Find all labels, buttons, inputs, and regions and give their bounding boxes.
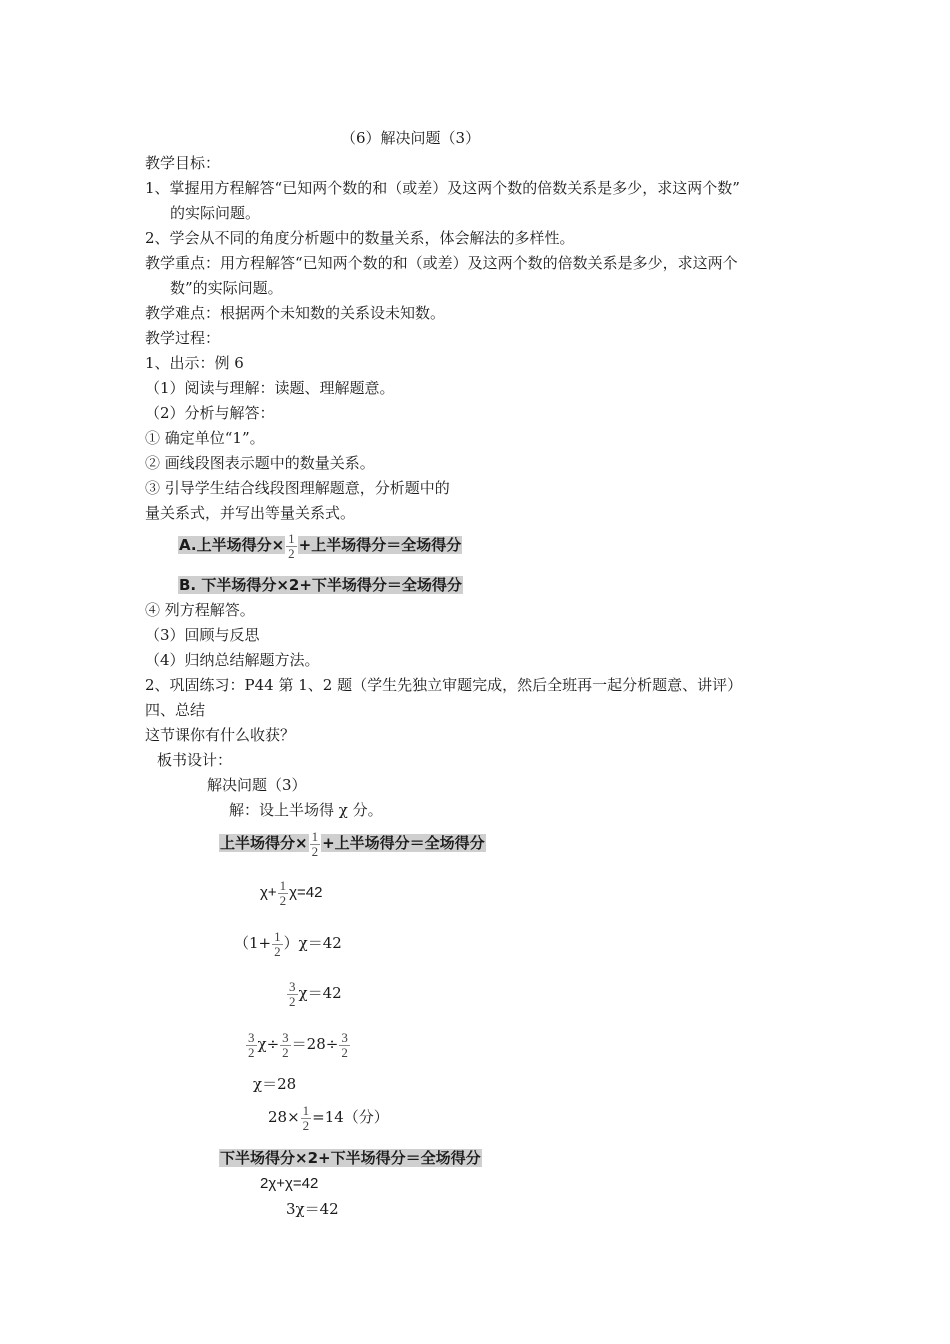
work-step-h: 3χ＝42 <box>286 1200 339 1218</box>
step-2: 2、巩固练习：P44 第 1、2 题（学生先独立审题完成，然后全班再一起分析题意、讲评） <box>145 676 743 694</box>
fraction-half: $\frac{1}{2}$ <box>274 928 281 959</box>
summary-heading: 四、总结 <box>145 701 206 719</box>
key-point: 教学重点：用方程解答“已知两个数的和（或差）及这两个数的倍数关系是多少，求这两个 <box>145 254 738 272</box>
sub-step-1: （1）阅读与理解：读题、理解题意。 <box>145 379 395 397</box>
summary-question: 这节课你有什么收获？ <box>145 726 296 744</box>
board-equation-2: 下半场得分×2+下半场得分＝全场得分 <box>220 1149 481 1167</box>
difficulty: 教学难点：根据两个未知数的关系设未知数。 <box>145 304 446 322</box>
fraction-three-halves: $\frac{3}{2}$ <box>289 978 296 1009</box>
page-title: （6）解决问题（3） <box>341 129 481 147</box>
circle-step-3: ③ 引导学生结合线段图理解题意，分析题中的 <box>145 479 450 497</box>
work-step-b: （1+ $\frac{1}{2}$ ）χ＝42 <box>234 928 342 959</box>
fraction-three-halves: $\frac{3}{2}$ <box>282 1029 289 1060</box>
sub-step-4: （4）归纳总结解题方法。 <box>145 651 320 669</box>
equation-b: B. 下半场得分×2+下半场得分＝全场得分 <box>179 576 462 594</box>
work-step-e: χ＝28 <box>253 1075 297 1093</box>
work-step-d: $\frac{3}{2}$ χ÷ $\frac{3}{2}$ ＝28÷ $\frac{3}{2}$ <box>248 1029 348 1060</box>
sub-step-2: （2）分析与解答： <box>145 404 275 422</box>
circle-step-4: ④ 列方程解答。 <box>145 601 255 619</box>
circle-step-3-cont: 量关系式，并写出等量关系式。 <box>145 504 356 522</box>
board-title: 解决问题（3） <box>207 776 307 794</box>
work-step-a: χ+ $\frac{1}{2}$ χ=42 <box>260 877 323 908</box>
step-1: 1、出示：例 6 <box>145 354 244 372</box>
fraction-three-halves: $\frac{3}{2}$ <box>248 1029 255 1060</box>
objective-2: 2、学会从不同的角度分析题中的数量关系，体会解法的多样性。 <box>145 229 575 247</box>
objective-1: 1、掌握用方程解答“已知两个数的和（或差）及这两个数的倍数关系是多少，求这两个数” <box>145 179 740 197</box>
fraction-half: $\frac{1}{2}$ <box>302 1102 310 1133</box>
fraction-half: $\frac{1}{2}$ <box>311 828 319 859</box>
process-heading: 教学过程： <box>145 329 221 347</box>
key-point-cont: 数”的实际问题。 <box>170 279 283 297</box>
objective-1-cont: 的实际问题。 <box>170 204 261 222</box>
work-step-g: 2χ+χ=42 <box>260 1175 319 1192</box>
board-equation-1: 上半场得分× $\frac{1}{2}$ +上半场得分＝全场得分 <box>220 828 485 859</box>
board-solution: 解：设上半场得 χ 分。 <box>229 801 383 819</box>
work-step-f: 28× $\frac{1}{2}$ =14（分） <box>268 1102 389 1133</box>
fraction-half: $\frac{1}{2}$ <box>279 877 287 908</box>
circle-step-1: ① 确定单位“1”。 <box>145 429 265 447</box>
fraction-three-halves: $\frac{3}{2}$ <box>341 1029 348 1060</box>
work-step-c: $\frac{3}{2}$ χ＝42 <box>289 978 342 1009</box>
equation-a-prefix: A.上半场得分× <box>179 536 285 554</box>
sub-step-3: （3）回顾与反思 <box>145 626 260 644</box>
equation-a-suffix: +上半场得分＝全场得分 <box>298 536 462 554</box>
objectives-heading: 教学目标： <box>145 154 221 172</box>
board-heading: 板书设计： <box>157 751 233 769</box>
fraction-half: $\frac{1}{2}$ <box>288 530 295 561</box>
equation-a <box>178 530 462 561</box>
circle-step-2: ② 画线段图表示题中的数量关系。 <box>145 454 375 472</box>
